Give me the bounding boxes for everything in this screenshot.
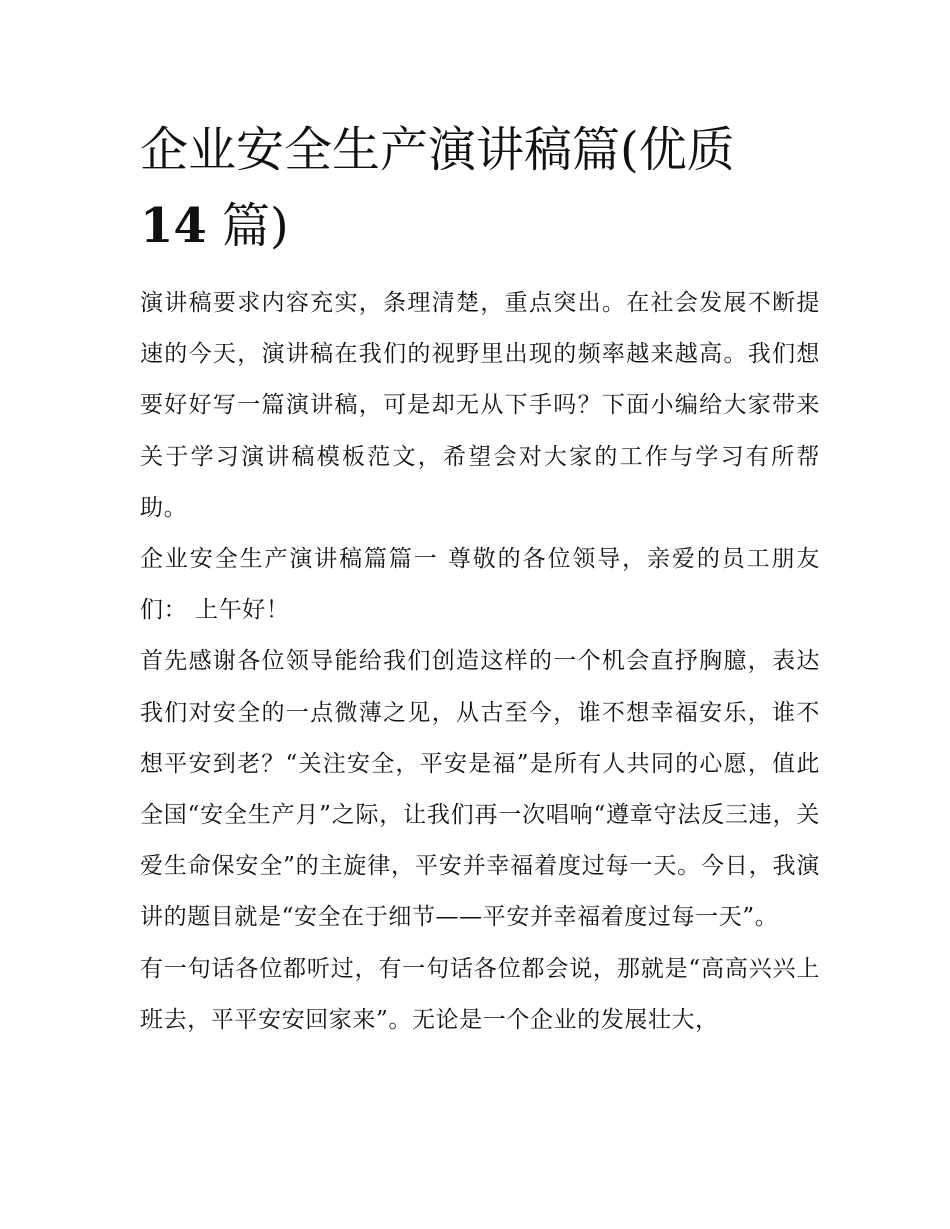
title-text: 企业安全生产演讲稿篇(优质	[140, 122, 735, 178]
paragraph-greeting: 企业安全生产演讲稿篇篇一 尊敬的各位领导，亲爱的员工朋友们： 上午好！	[140, 546, 820, 624]
paragraph-opening: 首先感谢各位领导能给我们创造这样的一个机会直抒胸臆，表达我们对安全的一点微薄之见，从古至今，谁不想幸福安乐，谁不想平安到老？“关注安全，平安是福”是所有人共同的心愿，值此全国“安全生产月”之际，让我们再一次唱响“遵章守法反三违，关爱生命保安全”的主旋律，平安并幸福着度过每一天。今日，我演讲的题目就是“安全在于细节——平安并幸福着度过每一天”。	[140, 648, 820, 931]
document-title	[140, 112, 830, 264]
paragraph-intro: 演讲稿要求内容充实，条理清楚，重点突出。在社会发展不断提速的今天，演讲稿在我们的视野里出现的频率越来越高。我们想要好好写一篇演讲稿，可是却无从下手吗？下面小编给大家带来关于学习演讲稿模板范文，希望会对大家的工作与学习有所帮助。	[140, 290, 820, 521]
paragraph-saying: 有一句话各位都听过，有一句话各位都会说，那就是“高高兴兴上班去，平平安安回家来”。无论是一个企业的发展壮大，	[140, 955, 820, 1033]
title-number: 14	[140, 198, 207, 254]
title-suffix: 篇)	[206, 198, 289, 254]
document-body	[140, 278, 820, 1046]
